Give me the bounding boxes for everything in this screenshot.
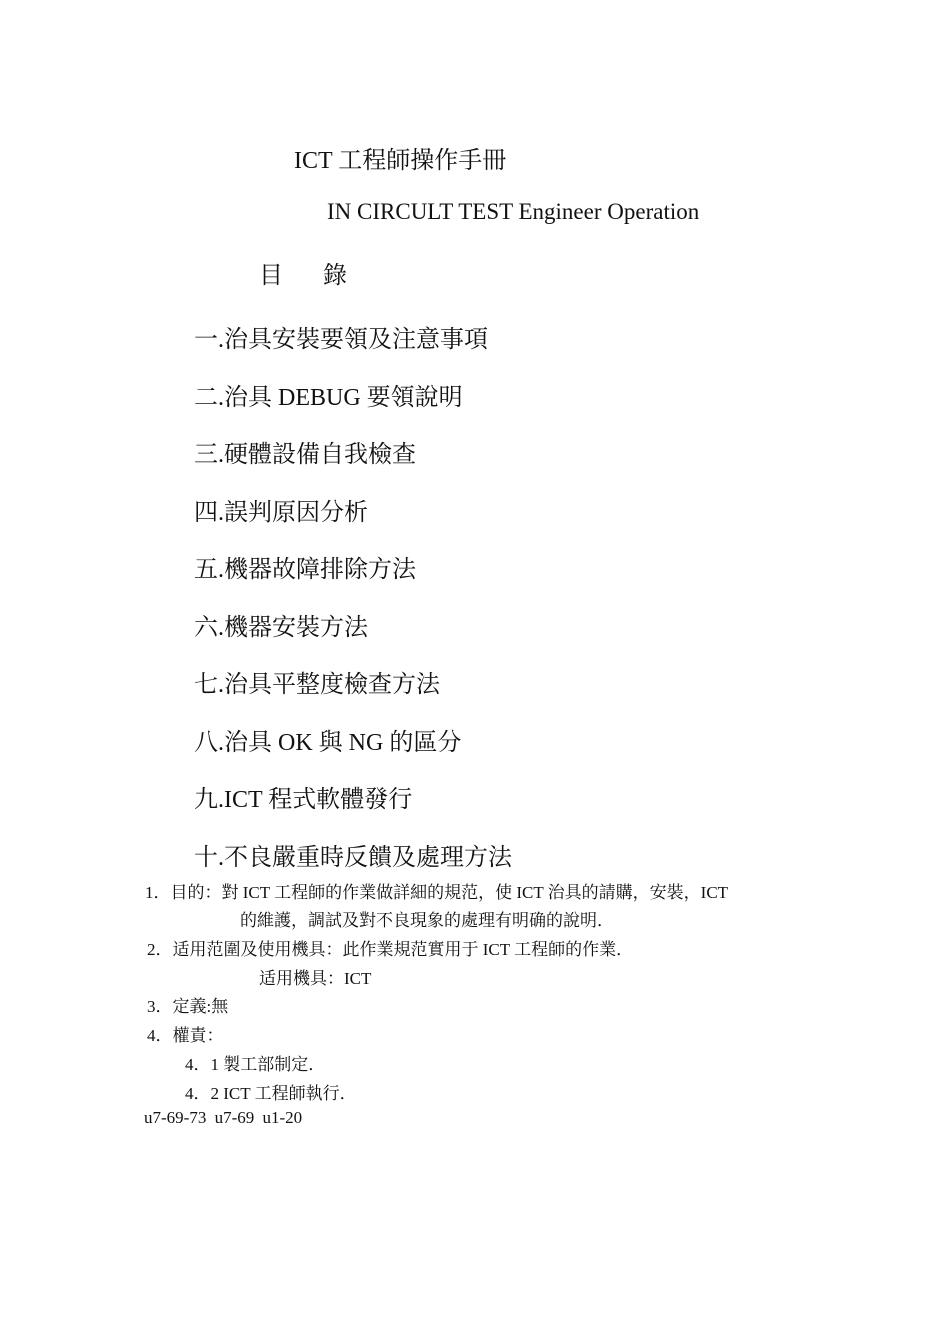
section-scope-continued: 适用機具：ICT — [259, 969, 372, 988]
section-responsibility-item: 4．1 製工部制定． — [185, 1055, 326, 1074]
toc-item: 六.機器安裝方法 — [194, 614, 368, 641]
toc-heading: 目錄 — [259, 263, 387, 289]
toc-item: 九.ICT 程式軟體發行 — [194, 787, 413, 813]
section-purpose-continued: 的維護，調試及對不良現象的處理有明确的說明． — [240, 911, 614, 930]
toc-item: 三.硬體設備自我檢查 — [194, 442, 416, 468]
toc-item: 二.治具 DEBUG 要領說明 — [194, 384, 463, 411]
toc-item: 四.誤判原因分析 — [194, 499, 368, 526]
section-purpose: 1．目的：對 ICT 工程師的作業做詳細的規范，使 ICT 治具的請購，安裝，ICT — [145, 883, 729, 902]
document-subtitle: IN CIRCULT TEST Engineer Operation — [327, 199, 700, 224]
toc-item: 五.機器故障排除方法 — [194, 557, 416, 583]
section-definition: 3．定義:無 — [147, 997, 229, 1016]
toc-item: 十.不良嚴重時反饋及處理方法 — [194, 844, 512, 871]
toc-item: 一.治具安裝要領及注意事項 — [194, 327, 488, 353]
toc-item: 七.治具平整度檢查方法 — [194, 672, 440, 698]
document-title: ICT 工程師操作手冊 — [294, 148, 507, 174]
section-scope: 2．适用范圍及使用機具：此作業規范實用于 ICT 工程師的作業． — [147, 940, 634, 959]
section-responsibility: 4．權責： — [147, 1026, 224, 1045]
table-of-contents — [194, 312, 512, 887]
section-responsibility-item: 4．2 ICT 工程師執行． — [185, 1084, 357, 1103]
toc-item: 八.治具 OK 與 NG 的區分 — [194, 729, 462, 756]
footer-codes: u7-69-73 u7-69 u1-20 — [144, 1108, 303, 1127]
